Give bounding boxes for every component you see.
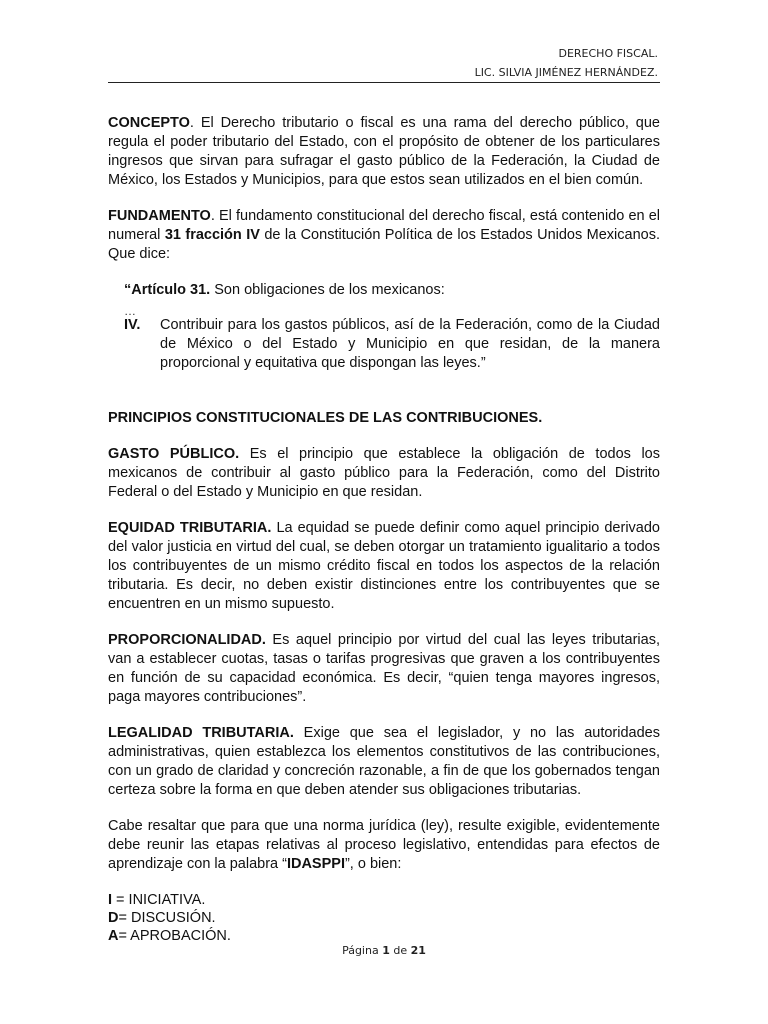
equidad-paragraph xyxy=(108,519,660,614)
footer-page-total: 21 xyxy=(410,944,426,957)
legalidad-paragraph xyxy=(108,724,660,800)
footer-de-label: de xyxy=(393,944,408,957)
proporcionalidad-paragraph xyxy=(108,631,660,707)
list-item-letter: D xyxy=(108,910,119,926)
equidad-label: EQUIDAD TRIBUTARIA. xyxy=(108,520,272,536)
cabe-paragraph xyxy=(108,817,660,874)
page-footer xyxy=(0,944,768,957)
equidad-text: La equidad se puede definir como aquel principio derivado del valor justicia en virtud del cual, se deben otorgar un tratamiento igualitario a todos los contribuyentes de un mismo crédito fiscal en todos los aspectos de la relación tributaria. Es decir, no deben existir distinciones entre los contribuyentes que se encuentren en un mismo supuesto. xyxy=(108,520,660,612)
quote-head-text: Son obligaciones de los mexicanos: xyxy=(210,282,445,298)
fundamento-text-a: . El fundamento constitucional del derecho fiscal, está contenido en el numeral xyxy=(108,208,660,243)
concepto-paragraph xyxy=(108,114,660,190)
list-item-text: = INICIATIVA. xyxy=(112,892,206,908)
cabe-text-a: Cabe resaltar que para que una norma jurídica (ley), resulte exigible, evidentemente debe reunir las etapas relativas al proceso legislativo, entendidas para efectos de aprendizaje con la palabra “ xyxy=(108,818,660,872)
quote-head xyxy=(124,281,660,300)
fundamento-paragraph xyxy=(108,207,660,264)
list-item xyxy=(108,927,660,945)
footer-page-number: 1 xyxy=(382,944,390,957)
proporcionalidad-label: PROPORCIONALIDAD. xyxy=(108,632,266,648)
legalidad-label: LEGALIDAD TRIBUTARIA. xyxy=(108,725,294,741)
list-item-text: = APROBACIÓN. xyxy=(118,928,231,944)
proporcionalidad-text: Es aquel principio por virtud del cual las leyes tributarias, van a establecer cuotas, tasas o tarifas progresivas que graven a los contribuyentes en función de su capacidad económica. Es decir, “quien tenga mayores ingresos, paga mayores contribuciones”. xyxy=(108,632,660,705)
header-course-title: DERECHO FISCAL. xyxy=(558,47,658,60)
article-quote xyxy=(124,281,660,373)
quote-article-label: “Artículo 31. xyxy=(124,282,211,298)
quote-ellipsis: … xyxy=(124,304,136,318)
fraction-iv xyxy=(124,316,660,373)
list-item-text: = DISCUSIÓN. xyxy=(118,910,216,926)
header-divider xyxy=(108,82,660,83)
fraction-text: Contribuir para los gastos públicos, así de la Federación, como de la Ciudad de México o del Estado y Municipio en que residan, de la manera proporcional y equitativa que dispongan las leyes.” xyxy=(160,317,660,371)
document-header xyxy=(475,44,658,82)
fundamento-text-b: de la Constitución Política de los Estados Unidos Mexicanos. Que dice: xyxy=(108,227,660,262)
fundamento-label: FUNDAMENTO xyxy=(108,208,211,224)
cabe-text-b: ”, o bien: xyxy=(344,856,402,872)
principios-heading: PRINCIPIOS CONSTITUCIONALES DE LAS CONTRIBUCIONES. xyxy=(108,410,543,426)
concepto-text: . El Derecho tributario o fiscal es una rama del derecho público, que regula el poder tributario del Estado, con el propósito de obtener de los particulares ingresos que sirvan para sufragar el gasto público de la Federación, la Ciudad de México, los Estados y Municipios, para que estos sean utilizados en el bien común. xyxy=(108,115,660,188)
idasppi-list xyxy=(108,891,660,945)
gasto-paragraph xyxy=(108,445,660,502)
gasto-text: Es el principio que establece la obligación de todos los mexicanos de contribuir al gasto público para la Federación, como del Distrito Federal o del Estado y Municipio en que residan. xyxy=(108,446,660,500)
header-author: LIC. SILVIA JIMÉNEZ HERNÁNDEZ. xyxy=(474,66,658,79)
page-body xyxy=(108,114,660,945)
idasppi-word: IDASPPI xyxy=(286,856,345,872)
list-item xyxy=(108,891,660,909)
gasto-label: GASTO PÚBLICO. xyxy=(108,446,240,462)
list-item-letter: I xyxy=(108,892,113,908)
concepto-label: CONCEPTO xyxy=(108,115,190,131)
footer-pagina-label: Página xyxy=(342,944,379,957)
fraction-number: IV. xyxy=(124,317,141,333)
list-item xyxy=(108,909,660,927)
fundamento-article-ref: 31 fracción IV xyxy=(164,227,260,243)
list-item-letter: A xyxy=(108,928,119,944)
legalidad-text: Exige que sea el legislador, y no las autoridades administrativas, quien establezca los elementos constitutivos de las contribuciones, con un grado de claridad y concreción razonable, a fin de que los gobernados tengan certeza sobre la forma en que deben atender sus obligaciones tributarias. xyxy=(108,725,660,798)
